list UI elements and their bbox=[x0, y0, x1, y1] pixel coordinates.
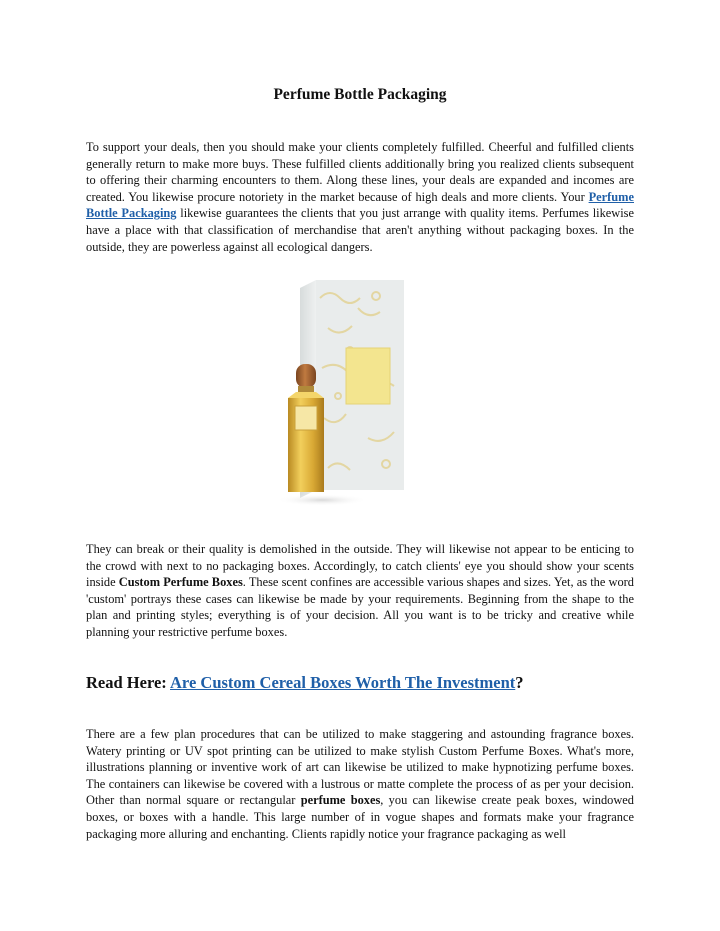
read-here-label: Read Here: bbox=[86, 673, 171, 692]
paragraph-intro-text-2: likewise guarantees the clients that you just arrange with quality items. Perfumes likewise have a place with that classification of merchandise that aren't anything without packaging boxes. In the outside, they are powerless against all ecological dangers. bbox=[86, 206, 635, 254]
perfume-bottle-packaging-link[interactable]: Perfume Bottle Packaging bbox=[86, 189, 634, 221]
custom-cereal-boxes-link[interactable]: Are Custom Cereal Boxes Worth The Investment bbox=[170, 673, 516, 692]
perfume-boxes-bold: perfume boxes bbox=[300, 793, 381, 808]
read-here-heading bbox=[86, 673, 524, 693]
paragraph-design-procedures-text-2: , you can likewise create peak boxes, windowed boxes, or boxes with a handle. This large number of in vogue shapes and formats make your fragrance packaging more alluring and enchanting. Clients rapidly notice your fragrance packaging as well bbox=[86, 793, 634, 841]
perfume-box-photo bbox=[258, 268, 640, 522]
paragraph-design-procedures bbox=[86, 726, 634, 842]
custom-perfume-boxes-bold: Custom Perfume Boxes bbox=[118, 575, 243, 590]
paragraph-design-procedures-text-1: There are a few plan procedures that can be utilized to make staggering and astounding fragrance boxes. Watery printing or UV spot printing can be utilized to make stylish Custom Perfume Boxes. What's more, illustrations planning or inventive work of art can likewise be utilized to make hypnotizing perfume boxes. The containers can likewise be covered with a lustrous or matte complete the process of as per your decision. Other than normal square or rectangular bbox=[86, 727, 634, 808]
paragraph-custom-boxes-text-2: . These scent confines are accessible various shapes and sizes. Yet, as the word 'custom' portrays these cases can likewise be made by your requirements. Beginning from the shape to the plan and printing styles; everything is of your decision. All you want is to be tricky and creative while planning your restrictive perfume boxes. bbox=[86, 575, 634, 639]
paragraph-intro-text-1: To support your deals, then you should make your clients completely fulfilled. Cheerful and fulfilled clients generally return to make more buys. These fulfilled clients additionally bring you realized clients subsequent to offering their charming encounters to them. Along these lines, your deals are expanded and incomes are created. You likewise procure notoriety in the market because of high deals and more clients. Your bbox=[86, 140, 634, 204]
paragraph-custom-boxes bbox=[86, 541, 634, 641]
paragraph-custom-boxes-text-1: They can break or their quality is demolished in the outside. They will likewise not appear to be enticing to the crowd with next to no packaging boxes. Accordingly, to catch clients' eye you should show your scents inside bbox=[86, 542, 634, 590]
paragraph-intro bbox=[86, 139, 634, 255]
page-title: Perfume Bottle Packaging bbox=[273, 86, 447, 103]
read-here-suffix: ? bbox=[515, 673, 524, 692]
